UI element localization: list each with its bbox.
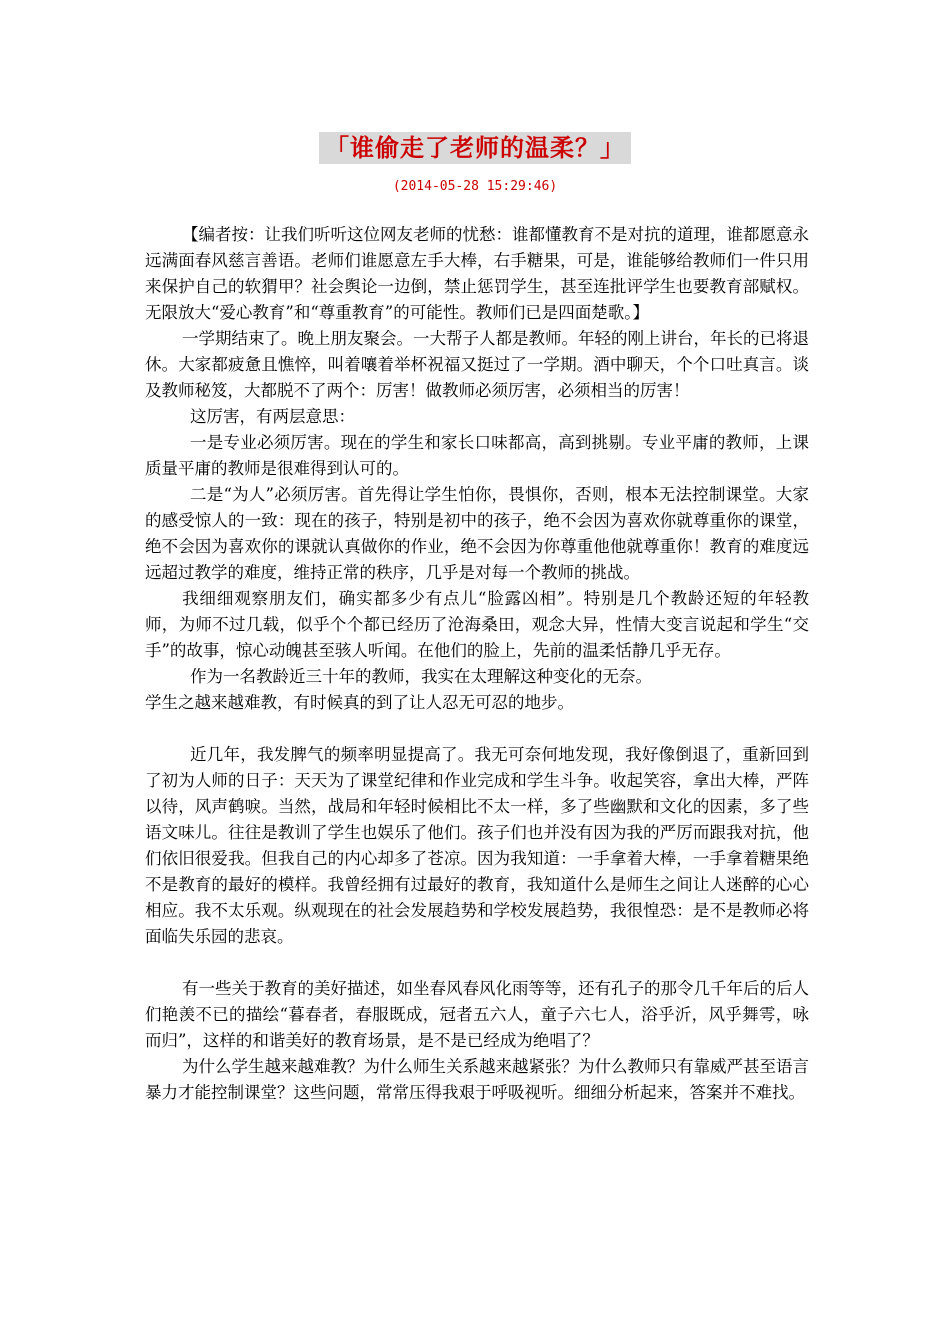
publish-date: (2014-05-28 15:29:46) xyxy=(392,179,558,194)
paragraph: 为什么学生越来越难教？为什么师生关系越来越紧张？为什么教师只有靠威严甚至语言暴力才能控制课堂？这些问题，常常压得我艰于呼吸视听。细细分析起来，答案并不难找。 xyxy=(145,1057,809,1102)
editor-note: 【编者按：让我们听听这位网友老师的忧愁：谁都懂教育不是对抗的道理，谁都愿意永远满面春风慈言善语。老师们谁愿意左手大棒，右手糖果，可是，谁能够给教师们一件只用来保护自己的软猬甲？社会舆论一边倒，禁止惩罚学生，甚至连批评学生也要教育部赋权。无限放大“爱心教育”和“尊重教育”的可能性。教师们已是四面楚歌。】 xyxy=(145,225,809,322)
paragraph: 近几年，我发脾气的频率明显提高了。我无可奈何地发现，我好像倒退了，重新回到了初为人师的日子：天天为了课堂纪律和作业完成和学生斗争。收起笑容，拿出大棒，严阵以待，风声鹤唳。当然，战局和年轻时候相比不太一样，多了些幽默和文化的因素，多了些语文味儿。往往是教训了学生也娱乐了他们。孩子们也并没有因为我的严厉而跟我对抗，他们依旧很爱我。但我自己的内心却多了苍凉。因为我知道：一手拿着大棒，一手拿着糖果绝不是教育的最好的模样。我曾经拥有过最好的教育，我知道什么是师生之间让人迷醉的心心相应。我不太乐观。纵观现在的社会发展趋势和学校发展趋势，我很惶恐：是不是教师必将面临失乐园的悲哀。 xyxy=(145,745,809,946)
spacer xyxy=(145,950,809,976)
paragraph: 作为一名教龄近三十年的教师，我实在太理解这种变化的无奈。 xyxy=(190,667,652,686)
paragraph: 二是“为人”必须厉害。首先得让学生怕你，畏惧你，否则，根本无法控制课堂。大家的感受惊人的一致：现在的孩子，特别是初中的孩子，绝不会因为喜欢你就尊重你的课堂，绝不会因为喜欢你的课就认真做你的作业，绝不会因为你尊重他他就尊重你！教育的难度远远超过教学的难度，维持正常的秩序，几乎是对每一个教师的挑战。 xyxy=(145,485,809,582)
paragraph: 这厉害，有两层意思： xyxy=(190,407,355,426)
paragraph: 一是专业必须厉害。现在的学生和家长口味都高，高到挑剔。专业平庸的教师，上课质量平庸的教师是很难得到认可的。 xyxy=(145,433,809,478)
page-title: 「谁偷走了老师的温柔？」 xyxy=(319,132,631,164)
paragraph: 一学期结束了。晚上朋友聚会。一大帮子人都是教师。年轻的刚上讲台，年长的已将退休。大家都疲惫且憔悴，叫着嚷着举杯祝福又挺过了一学期。酒中聊天，个个口吐真言。谈及教师秘笈，大都脱不了两个：厉害！做教师必须厉害，必须相当的厉害！ xyxy=(145,329,809,400)
paragraph: 学生之越来越难教，有时候真的到了让人忍无可忍的地步。 xyxy=(145,693,574,712)
spacer xyxy=(145,716,809,742)
title-area xyxy=(0,132,950,164)
article-body xyxy=(145,222,809,1106)
paragraph: 有一些关于教育的美好描述，如坐春风春风化雨等等，还有孔子的那令几千年后的后人们艳羡不已的描绘“暮春者，春服既成，冠者五六人，童子六七人，浴乎沂，风乎舞雩，咏而归”，这样的和谐美好的教育场景，是不是已经成为绝唱了？ xyxy=(145,979,809,1050)
paragraph: 我细细观察朋友们，确实都多少有点儿“脸露凶相”。特别是几个教龄还短的年轻教师，为师不过几载，似乎个个都已经历了沧海桑田，观念大异，性情大变言说起和学生“交手”的故事，惊心动魄甚至骇人听闻。在他们的脸上，先前的温柔恬静几乎无存。 xyxy=(145,589,809,660)
